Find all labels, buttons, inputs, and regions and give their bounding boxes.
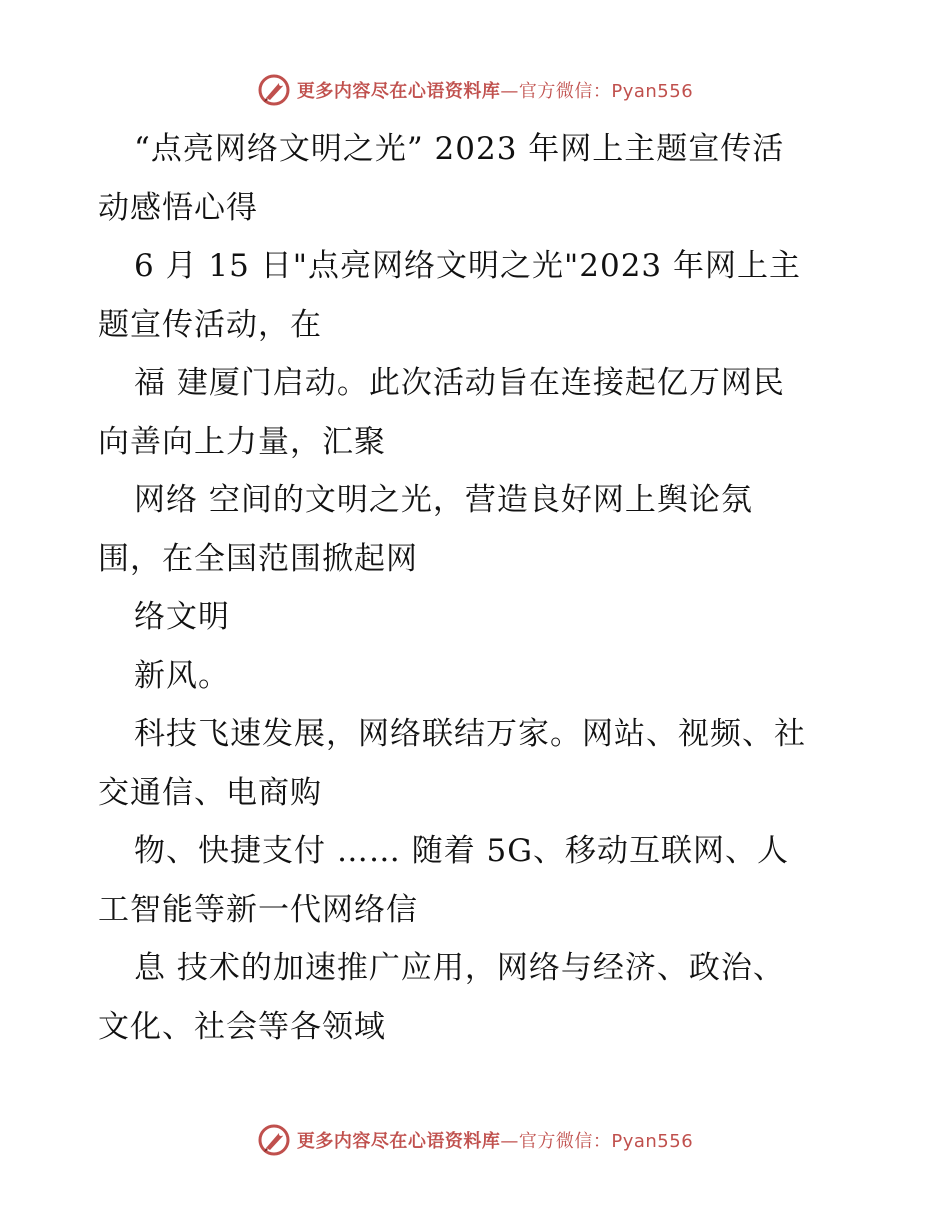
pen-logo-icon	[257, 73, 291, 107]
paragraph-line: 科技飞速发展，网络联结万家。网站、视频、社	[134, 716, 806, 752]
banner-main-text: 更多内容尽在心语资料库	[296, 1131, 501, 1152]
pen-logo-icon	[257, 1123, 291, 1157]
paragraph-line: 络文明	[134, 599, 230, 635]
footer-banner-inner	[257, 1123, 693, 1157]
paragraph-line: 网络 空间的文明之光，营造良好网上舆论氛	[134, 482, 753, 518]
paragraph-line: 题宣传活动，在	[98, 306, 322, 343]
banner-dash: —	[500, 81, 519, 102]
footer-banner	[0, 1120, 950, 1160]
paragraph-line: 工智能等新一代网络信	[98, 891, 418, 928]
banner-wechat-text: 官方微信：Pyan556	[518, 81, 694, 102]
title-line-2: 动感悟心得	[98, 189, 258, 226]
paragraph-line: 交通信、电商购	[98, 774, 322, 811]
document-body	[98, 120, 888, 1056]
banner-text	[297, 77, 693, 103]
banner-text	[297, 1127, 693, 1153]
title-line-1: “点亮网络文明之光” 2023 年网上主题宣传活	[134, 131, 785, 167]
banner-main-text: 更多内容尽在心语资料库	[296, 81, 501, 102]
paragraph-line: 向善向上力量，汇聚	[98, 423, 386, 460]
paragraph-line: 6 月 15 日"点亮网络文明之光"2023 年网上主	[134, 248, 801, 284]
paragraph-line: 新风。	[134, 657, 230, 694]
paragraph-line: 围，在全国范围掀起网	[98, 540, 418, 577]
paragraph-line: 福 建厦门启动。此次活动旨在连接起亿万网民	[134, 365, 785, 401]
paragraph-line: 文化、社会等各领域	[98, 1008, 386, 1045]
paragraph-line: 物、快捷支付 …… 随着 5G、移动互联网、人	[134, 833, 790, 869]
banner-wechat-text: 官方微信：Pyan556	[518, 1131, 694, 1152]
header-banner-inner	[257, 73, 693, 107]
paragraph-line: 息 技术的加速推广应用，网络与经济、政治、	[134, 950, 785, 986]
header-banner	[0, 70, 950, 110]
banner-dash: —	[500, 1131, 519, 1152]
